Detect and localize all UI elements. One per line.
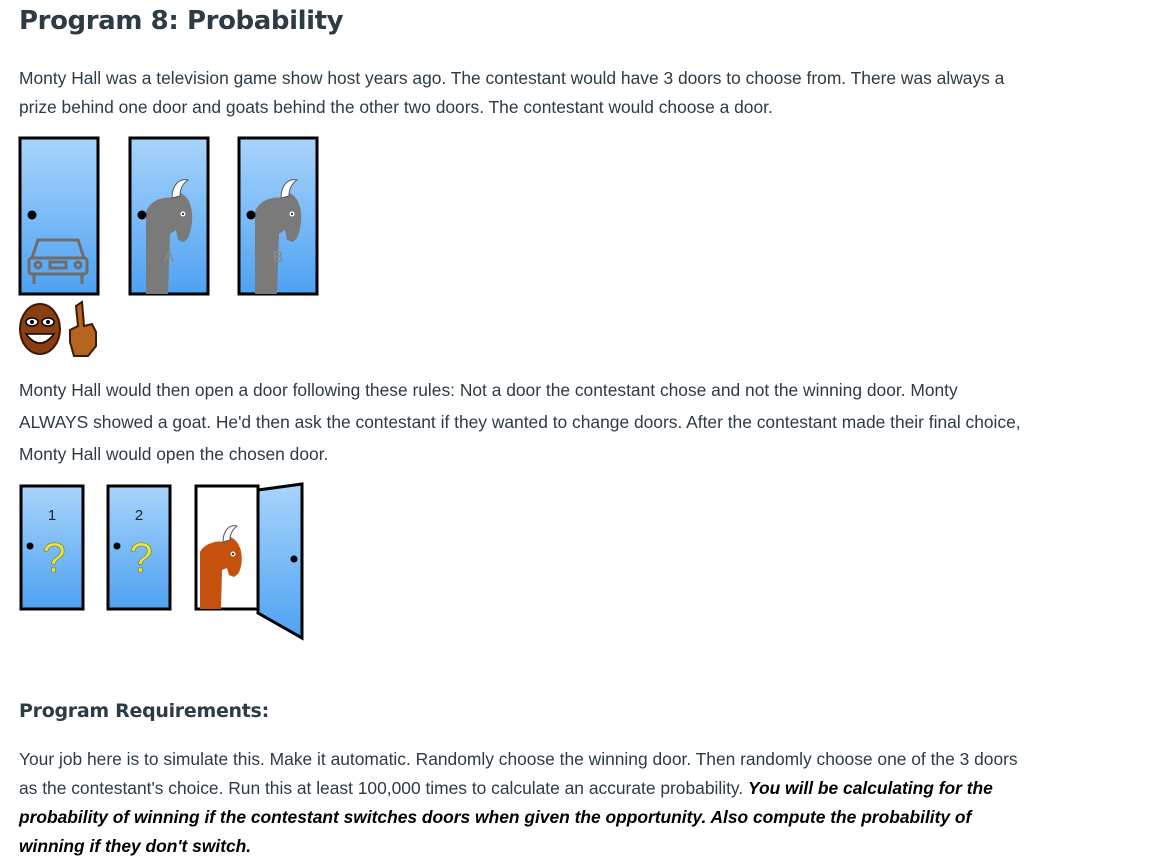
goat-label-a: A (163, 249, 175, 266)
question-mark-icon: ? (42, 534, 66, 581)
contestant-face-icon (20, 304, 60, 354)
door-3-open (196, 484, 302, 638)
car-door (20, 138, 98, 294)
goat-door-b (239, 138, 317, 294)
door-2 (108, 486, 170, 609)
requirements-emphasis: You will be calculating for the probability of winning if the contestant switches doors when given the opportunity. Also compute the probability of winning if they don't switch. (19, 778, 993, 856)
door-1 (21, 486, 83, 609)
question-mark-icon: ? (129, 534, 153, 581)
goat-label-b: B (272, 249, 284, 266)
rules-paragraph: Monty Hall would then open a door following these rules: Not a door the contestant chose and not the winning door. Monty ALWAYS showed a goat. He'd then ask the contestant if they wanted to change doors. After the contestant made their final choice, Monty Hall would open the chosen door. (19, 380, 1021, 464)
doors-figure-2 (18, 482, 308, 642)
door-1-number: 1 (47, 507, 57, 524)
goat-door-a (130, 138, 208, 294)
pointing-hand-icon (70, 302, 96, 356)
requirements-text: Your job here is to simulate this. Make it automatic. Randomly choose the winning door. Then randomly choose one of the 3 doors as the contestant's choice. Run this at least 100,000 times to calculate an accurate probability. (19, 749, 1018, 798)
intro-paragraph: Monty Hall was a television game show host years ago. The contestant would have 3 doors to choose from. There was always a prize behind one door and goats behind the other two doors. The contestant would choose a door. (19, 68, 1005, 117)
requirements-heading: Program Requirements: (19, 700, 269, 722)
door-2-number: 2 (134, 507, 144, 524)
requirements-paragraph (19, 745, 1039, 861)
page-title: Program 8: Probability (19, 6, 344, 36)
doors-figure-1 (18, 134, 320, 364)
